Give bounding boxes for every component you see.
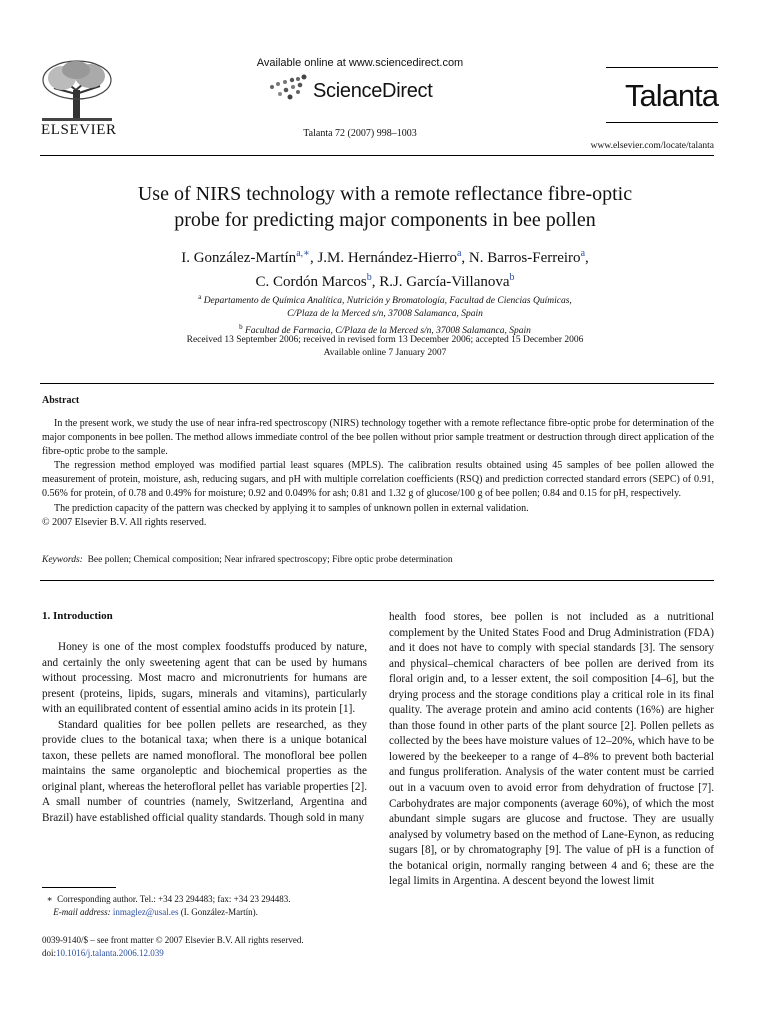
author-affiliation-mark[interactable]: b — [366, 272, 372, 283]
abstract-paragraph: In the present work, we study the use of near infra-red spectroscopy (NIRS) technology together with a remote reflectance fibre-optic probe for determination of the major components in bee pollen. The method allows immediate control of the bee pollen without prior sample treatment or destruction through direct application of the fibre-optic probe to the sample. — [42, 418, 714, 458]
abstract-paragraph: The prediction capacity of the pattern was checked by applying it to samples of unknown pollen in external validation. — [54, 502, 529, 514]
sciencedirect-wordmark: ScienceDirect — [313, 80, 433, 102]
available-online-text: Available online at www.sciencedirect.com — [256, 57, 464, 69]
author-affiliation-mark[interactable]: a — [456, 248, 462, 259]
available-date: Available online 7 January 2007 — [323, 348, 447, 358]
footnote-rule — [42, 887, 116, 888]
author-name: C. Cordón Marcos — [255, 274, 367, 290]
title-line-2: probe for predicting major components in bee pollen — [174, 209, 596, 231]
email-link[interactable]: inmaglez@usal.es — [112, 907, 179, 917]
affiliations — [60, 291, 710, 338]
body-paragraph: health food stores, bee pollen is not included as a nutritional complement by the United States Food and Drug Administration (FDA) and it does not have to comply with special standards [3]. The sensory and physical–chemical characters of bee pollen are derived from its floral origin and, to a lesser extent, the soil composition [4–6], but the drying process and the storage conditions play a critical role in its final quality. The average protein and amino acid contents (16%) are higher than those found in other parts of the plant source [2]. Pollen pellets as collected by the bees have moisture values of 12–20%, which have to be lowered by the beekeeper to a range of 4–8% to prevent both bacterial and fungus proliferation. Analysis of the water content must be carried out in a vacuum oven to avoid error from dehydration of fructose [7]. Carbohydrates are major components (average 60%), of which the most abundant simple sugars are glucose and fructose. They are usually analysed by volumetry based on the method of Lane-Eynon, as reducing sugars [8], or by chromatography [9]. The value of pH is a function of the botanical origin, normally ranging between 4 and 6; these are the legal limits in Argentina. A descent beyond the lowest limit — [389, 611, 714, 888]
doi-line: doi:10.1016/j.talanta.2006.12.039 — [42, 948, 164, 958]
abstract-bottom-divider — [40, 580, 714, 581]
body-paragraph: Standard qualities for bee pollen pellets are researched, as they provide clues to the botanical taxa; when there is a unique botanical taxon, these pellets are named monofloral. The monofloral bee pollen maintains the same organoleptic and biochemical properties as the original plant, whereas the heterofloral pellet has variable properties [2]. A small number of countries (namely, Switzerland, Argentina and Brazil) have established official quality standards. Though sold in many — [42, 718, 367, 825]
author-name: R.J. García-Villanova — [379, 274, 510, 290]
author-name: I. González-Martín — [181, 250, 297, 266]
right-column — [389, 610, 714, 890]
abstract-heading: Abstract — [42, 395, 80, 406]
author-affiliation-mark[interactable]: b — [509, 272, 515, 283]
email-note: E-mail address: inmaglez@usal.es (I. González-Martín). — [53, 907, 258, 917]
corresponding-author-note: ∗ Corresponding author. Tel.: +34 23 294483; fax: +34 23 294483. — [46, 894, 291, 904]
keywords-list: Bee pollen; Chemical composition; Near infrared spectroscopy; Fibre optic probe determination — [87, 555, 453, 565]
section-heading: 1. Introduction — [42, 610, 113, 622]
journal-name: Talanta — [625, 78, 718, 113]
abstract-top-divider — [40, 383, 714, 384]
affiliation-b: $^b$ Facultad de Farmacia, C/Plaza de la Merced s/n, 37008 Salamanca, Spain — [239, 323, 531, 337]
article-history — [60, 334, 710, 360]
author-name: J.M. Hernández-Hierro — [317, 250, 457, 266]
front-matter — [42, 934, 442, 960]
keywords — [42, 555, 714, 565]
issn-line: 0039-9140/$ – see front matter © 2007 Elsevier B.V. All rights reserved. — [42, 935, 304, 945]
affiliation-a: $^a$ Departamento de Química Analítica, Nutrición y Bromatología, Facultad de Ciencias Químicas, — [198, 293, 572, 307]
keywords-label: Keywords: — [42, 555, 83, 565]
author-line-1: I. González-Martín$^{a,∗}$, J.M. Hernández-Hierro$^a$, N. Barros-Ferreiro$^a$, — [181, 248, 589, 266]
journal-citation: Talanta 72 (2007) 998–1003 — [303, 128, 417, 139]
publisher-name: ELSEVIER — [41, 122, 117, 138]
received-dates: Received 13 September 2006; received in revised form 13 December 2006; accepted 15 December 2006 — [186, 335, 584, 345]
article-title — [60, 181, 710, 233]
author-affiliation-mark[interactable]: a — [580, 248, 586, 259]
abstract-body — [42, 417, 714, 530]
footnote — [42, 893, 367, 919]
header-divider — [40, 155, 714, 156]
author-name: N. Barros-Ferreiro — [468, 250, 581, 266]
title-line-1: Use of NIRS technology with a remote reflectance fibre-optic — [137, 183, 633, 205]
left-column — [42, 640, 367, 827]
author-list — [60, 244, 710, 292]
sciencedirect-dots-icon — [268, 74, 308, 104]
journal-url[interactable]: www.elsevier.com/locate/talanta — [590, 141, 714, 151]
abstract-paragraph: The regression method employed was modified partial least squares (MPLS). The calibration results obtained using 45 samples of bee pollen allowed the measurement of protein, moisture, ash, reducing sugars, and pH with multiple correlation coefficients (RSQ) and prediction corrected standard errors (SEPC) of 0.91, 0.56% for protein, of 0.78 and 0.49% for moisture; 0.92 and 0.049% for ash; 0.81 and 1.32 g of glucose/100 g of bee pollen; 0.84 and 0.15 for pH, respectively. — [42, 460, 714, 500]
elsevier-tree-logo — [40, 60, 114, 122]
body-paragraph: Honey is one of the most complex foodstuffs produced by nature, and certainly the only sweetening agent that can be used by humans without processing. Most macro and micronutrients for humans are present (proteins, lipids, sugars, minerals and vitamins), particularly with an equilibrated content of essential amino acids in its protein [1]. — [42, 641, 367, 716]
abstract-copyright: © 2007 Elsevier B.V. All rights reserved. — [42, 516, 207, 528]
author-affiliation-mark[interactable]: a,∗ — [296, 248, 310, 259]
journal-rule-bottom — [606, 122, 718, 123]
affiliation-a-address: C/Plaza de la Merced s/n, 37008 Salamanca, Spain — [287, 309, 483, 320]
author-line-2: C. Cordón Marcos$^b$, R.J. García-Villanova$^b$ — [255, 272, 515, 290]
doi-link[interactable]: 10.1016/j.talanta.2006.12.039 — [56, 948, 164, 958]
journal-rule-top — [606, 67, 718, 68]
